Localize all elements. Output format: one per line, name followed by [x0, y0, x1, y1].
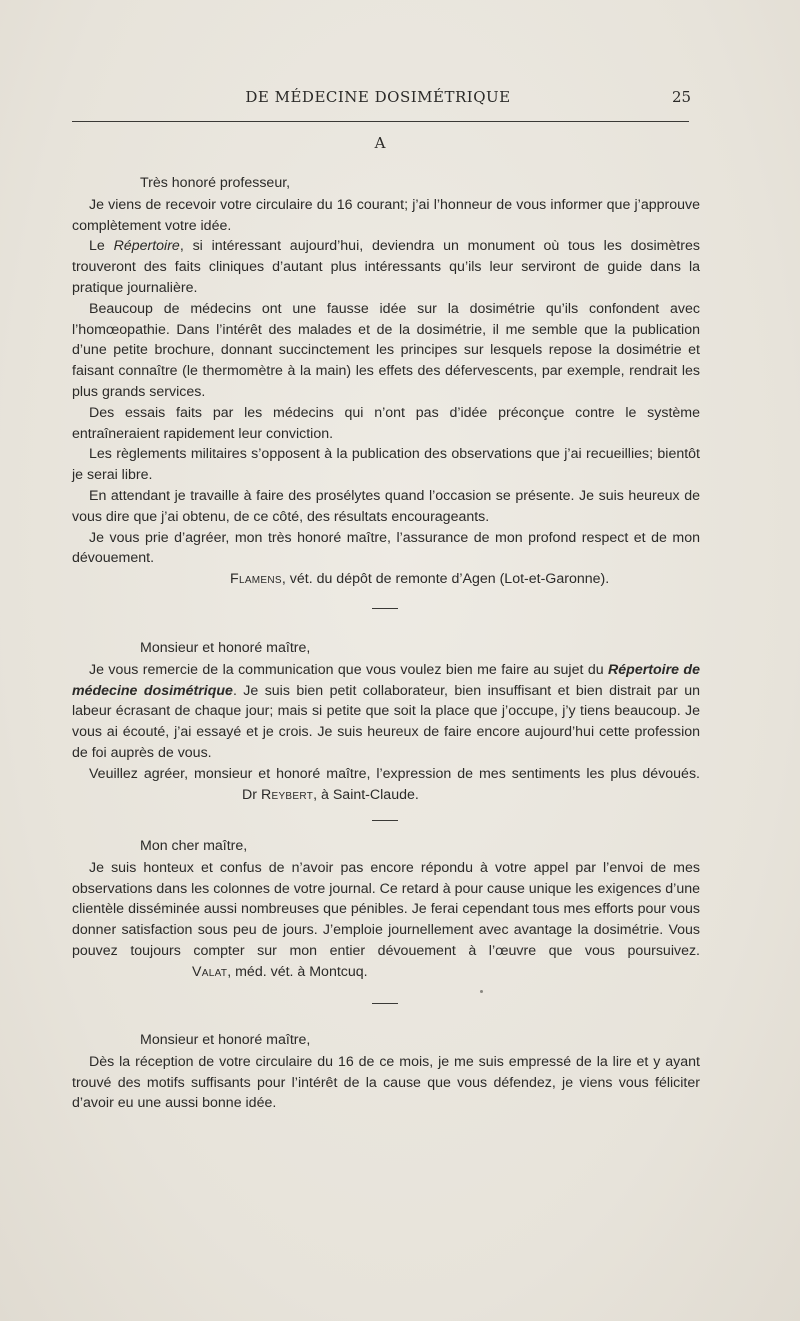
section-letter: A [374, 134, 386, 152]
signature-name: Flamens [230, 571, 282, 588]
signature-affiliation: , vét. du dépôt de remonte d’Agen (Lot-et-Garonne). [281, 571, 610, 588]
repertoire-full-title: Répertoire de médecine dosimétrique [72, 661, 700, 699]
signature-affiliation: , à Saint-Claude. [313, 786, 419, 803]
letter-4-paragraph: Dès la réception de votre circulaire du 16 de ce mois, je me suis empressé de la lire et y ayant trouvé des motifs suffisants pour l’intérêt de la cause que vous défendez, je viens vous féliciter d’avoir eu une aussi bonne idée. [72, 1053, 700, 1112]
repertoire-title: Répertoire [113, 238, 180, 255]
page-number: 25 [672, 88, 692, 106]
letter-2-para2: Veuillez agréer, monsieur et honoré maître, l’expression de mes sentiments les plus dévoués. [89, 765, 700, 782]
running-head: DE MÉDECINE DOSIMÉTRIQUE [245, 88, 511, 106]
letter-1-paragraph-repertoire [72, 236, 700, 298]
letter-2-paragraph-2 [72, 764, 700, 806]
letter-2-paragraph-1 [72, 660, 700, 764]
letter-1-paragraph-1: Je viens de recevoir votre circulaire du 16 courant; j’ai l’honneur de vous informer que j’approuve complètement votre idée. [72, 196, 700, 234]
signature-title: Dr [242, 786, 257, 803]
section-divider-1 [372, 608, 398, 609]
letter-3-paragraph [72, 858, 700, 983]
header-rule [72, 121, 689, 122]
letter-1-paragraph-2: Beaucoup de médecins ont une fausse idée sur la dosimétrie qu’ils confondent avec l’homœopathie. Dans l’intérêt des malades et de la dosimétrie, il me semble que la publication d’une petite brochure, donnant succinctement les principes sur lesquels repose la dosimétrie et faisant connaître (le thermomètre à la main) les effets des défervescents, par exemple, rendrait les plus grands services. [72, 300, 700, 400]
section-divider-2 [372, 820, 398, 821]
letter-1-paragraph-5: En attendant je travaille à faire des prosélytes quand l’occasion se présente. Je suis heureux de vous dire que j’ai obtenu, de ce côté, des résultats encourageants. [72, 487, 700, 525]
letter-1-signature [72, 569, 700, 590]
letter-1-paragraph-3: Des essais faits par les médecins qui n’ont pas d’idée préconçue contre le système entraîneraient rapidement leur conviction. [72, 404, 700, 442]
letter-2 [72, 638, 700, 805]
letter-3-salutation: Mon cher maître, [140, 838, 248, 854]
letter-1-repertoire-rest: , si intéressant aujourd’hui, deviendra un monument où tous les dosimètres trouveront des faits cliniques d’autant plus intéressants qu’ils leur serviront de guide dans la pratique journalière. [72, 238, 700, 296]
signature-affiliation: , méd. vét. à Montcuq. [227, 963, 368, 980]
signature-name: Valat [192, 963, 228, 980]
ink-speck [480, 990, 483, 993]
section-divider-3 [372, 1003, 398, 1004]
letter-1-salutation: Très honoré professeur, [140, 175, 291, 191]
letter-2-para1-b: . Je suis bien petit collaborateur, bien insuffisant et bien distrait par un labeur écrasant de chaque jour; mais si petite que soit la place que j’occupe, j’y tiens beaucoup. Je vous ai écouté, j’ai essayé et je crois. Je suis heureux de faire encore aujourd’hui cette profession de foi auprès de vous. [72, 682, 700, 761]
letter-1-paragraph-6: Je vous prie d’agréer, mon très honoré maître, l’assurance de mon profond respect et de mon dévouement. [72, 529, 700, 567]
signature-name: Reybert [260, 786, 314, 803]
letter-3-paragraph-text: Je suis honteux et confus de n’avoir pas encore répondu à votre appel par l’envoi de mes observations dans les colonnes de votre journal. Ce retard à pour cause unique les exigences d’une clientèle disséminée aussi nombreuses que pénibles. Je ferai cependant tous mes efforts pour vous donner satisfaction sous peu de jours. J’emploie journellement avec avantage la dosimétrie. Vous pouvez toujours compter sur mon entier dévouement à l’œuvre que vous poursuivez. [72, 859, 700, 959]
letter-1 [72, 173, 700, 590]
letter-4-salutation: Monsieur et honoré maître, [140, 1032, 311, 1048]
letter-2-salutation: Monsieur et honoré maître, [140, 640, 311, 656]
letter-1-paragraph-4: Les règlements militaires s’opposent à la publication des observations que j’ai recueillies; bientôt je serai libre. [72, 446, 700, 484]
letter-2-para1-a: Je vous remercie de la communication que vous voulez bien me faire au sujet du [89, 661, 609, 678]
letter-4 [72, 1030, 700, 1114]
letter-3 [72, 836, 700, 983]
letter-1-repertoire-prefix: Le [89, 238, 114, 255]
